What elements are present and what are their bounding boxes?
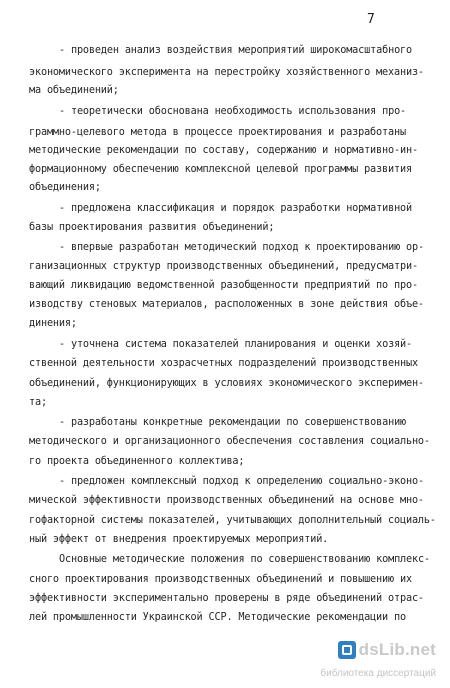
page-number: 7	[367, 12, 375, 27]
text-line: методического и организационного обеспечения составления социально-	[29, 436, 430, 447]
watermark	[320, 637, 436, 679]
text-line: объединений, функционирующих в условиях экономического эксперимен-	[29, 378, 424, 389]
watermark-logo-text: dsLib.net	[358, 640, 436, 659]
text-line: - впервые разработан методический подход к проектированию ор-	[59, 242, 424, 253]
text-line: - разработаны конкретные рекомендации по совершенствованию	[59, 417, 407, 428]
text-line: формационному обеспечению комплексной целевой программы развития	[29, 164, 412, 175]
text-line: - уточнена система показателей планирования и оценки хозяй-	[59, 339, 413, 350]
watermark-logo	[328, 637, 436, 663]
text-line: - проведен анализ воздействия мероприятий широкомасштабного	[59, 45, 413, 56]
text-line: - предложен комплексный подход к определению социально-эконо-	[59, 476, 424, 487]
text-line: ный эффект от внедрения проектируемых мероприятий.	[29, 534, 329, 545]
text-line: ганизационных структур производственных объединений, предусматри-	[29, 261, 418, 272]
text-line: методические рекомендации по составу, содержанию и нормативно-ин-	[29, 145, 418, 156]
text-line: го проекта объединенного коллектива;	[29, 456, 245, 467]
text-line: динения;	[29, 318, 77, 329]
text-line: та;	[29, 397, 47, 408]
text-line: гофакторной системы показателей, учитывающих дополнительный социаль-	[29, 515, 436, 526]
text-line: базы проектирования развития объединений;	[29, 222, 275, 233]
text-line: сного проектирования производственных объединений и повышению их	[29, 574, 412, 585]
text-line: объединения;	[29, 182, 101, 193]
text-line: Основные методические положения по совершенствованию комплекс-	[59, 554, 430, 565]
text-line: - теоретически обоснована необходимость использования про-	[59, 106, 407, 117]
watermark-subtitle: библиотека диссертаций	[320, 668, 436, 679]
dslib-logo-icon	[338, 641, 356, 659]
text-line: ма объединений;	[29, 85, 119, 96]
text-line: - предложена классификация и порядок разработки нормативной	[59, 203, 413, 214]
text-line: граммно-целевого метода в процессе проектирования и разработаны	[29, 127, 406, 138]
text-line: экономического эксперимента на перестройку хозяйственного механиз-	[29, 67, 424, 78]
text-line: эффективности экспериментально проверены в ряде объединений отрас-	[29, 593, 424, 604]
text-line: ственной деятельности хозрасчетных подразделений производственных	[29, 358, 418, 369]
text-line: лей промышленности Украинской ССР. Методические рекомендации по	[29, 612, 406, 623]
text-line: изводству стеновых материалов, расположенных в зоне действия объе-	[29, 299, 424, 310]
text-line: мической эффективности производственных объединений на основе мно-	[29, 495, 424, 506]
text-line: вающий ликвидацию ведомственной разобщенности предприятий по про-	[29, 280, 418, 291]
